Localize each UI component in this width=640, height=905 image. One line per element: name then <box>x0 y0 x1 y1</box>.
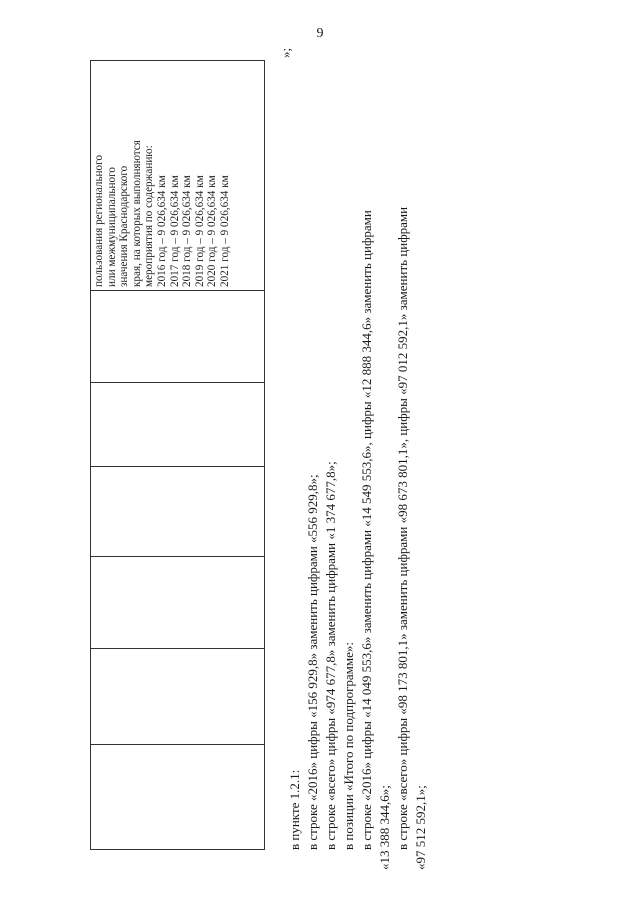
cell-line: 2021 год – 9 026,634 км <box>218 175 231 287</box>
cell-line: 2020 год – 9 026,634 км <box>206 175 219 287</box>
column-divider <box>91 382 264 383</box>
cell-line: 2018 год – 9 026,634 км <box>181 175 194 287</box>
paragraph: в позиции «Итого по подпрограмме»: <box>341 641 356 850</box>
column-divider <box>91 744 264 745</box>
column-divider <box>91 648 264 649</box>
cell-line: края, на которых выполняются <box>130 140 143 287</box>
cell-line: 2017 год – 9 026,634 км <box>168 175 181 287</box>
paragraph: в строке «2016» цифры «156 929,8» заменить цифрами «556 929,8»; <box>305 474 320 850</box>
column-divider <box>91 466 264 467</box>
cell-line: пользования регионального <box>93 154 105 287</box>
paragraph: в строке «всего» цифры «98 173 801,1» заменить цифрами «98 673 801,1», цифры «97 012 592,1» заменить цифрами <box>395 206 410 850</box>
paragraph-continuation: «97 512 592,1»; <box>413 785 428 870</box>
table-cell-roads-length <box>93 61 232 287</box>
column-divider <box>91 556 264 557</box>
amendment-text <box>286 30 430 870</box>
closing-quote-mark: »; <box>278 47 293 58</box>
cell-line: или межмуниципального <box>105 167 118 287</box>
cell-line: 2019 год – 9 026,634 км <box>193 175 206 287</box>
page-number: 9 <box>316 26 324 41</box>
continuation-table <box>90 60 265 850</box>
rotated-page-content <box>90 30 430 870</box>
paragraph: в строке «всего» цифры «974 677,8» заменить цифрами «1 374 677,8»; <box>323 461 338 850</box>
paragraph: в пункте 1.2.1: <box>287 769 302 850</box>
paragraph-continuation: «13 388 344,6»; <box>377 785 392 870</box>
cell-line: мероприятия по содержанию: <box>143 145 156 287</box>
cell-line: 2016 год – 9 026,634 км <box>155 175 168 287</box>
paragraph: в строке «2016» цифры «14 049 553,6» заменить цифрами «14 549 553,6», цифры «12 888 344,6» заменить цифрами <box>359 210 374 850</box>
column-divider <box>91 290 264 291</box>
cell-line: значения Краснодарского <box>118 165 131 287</box>
